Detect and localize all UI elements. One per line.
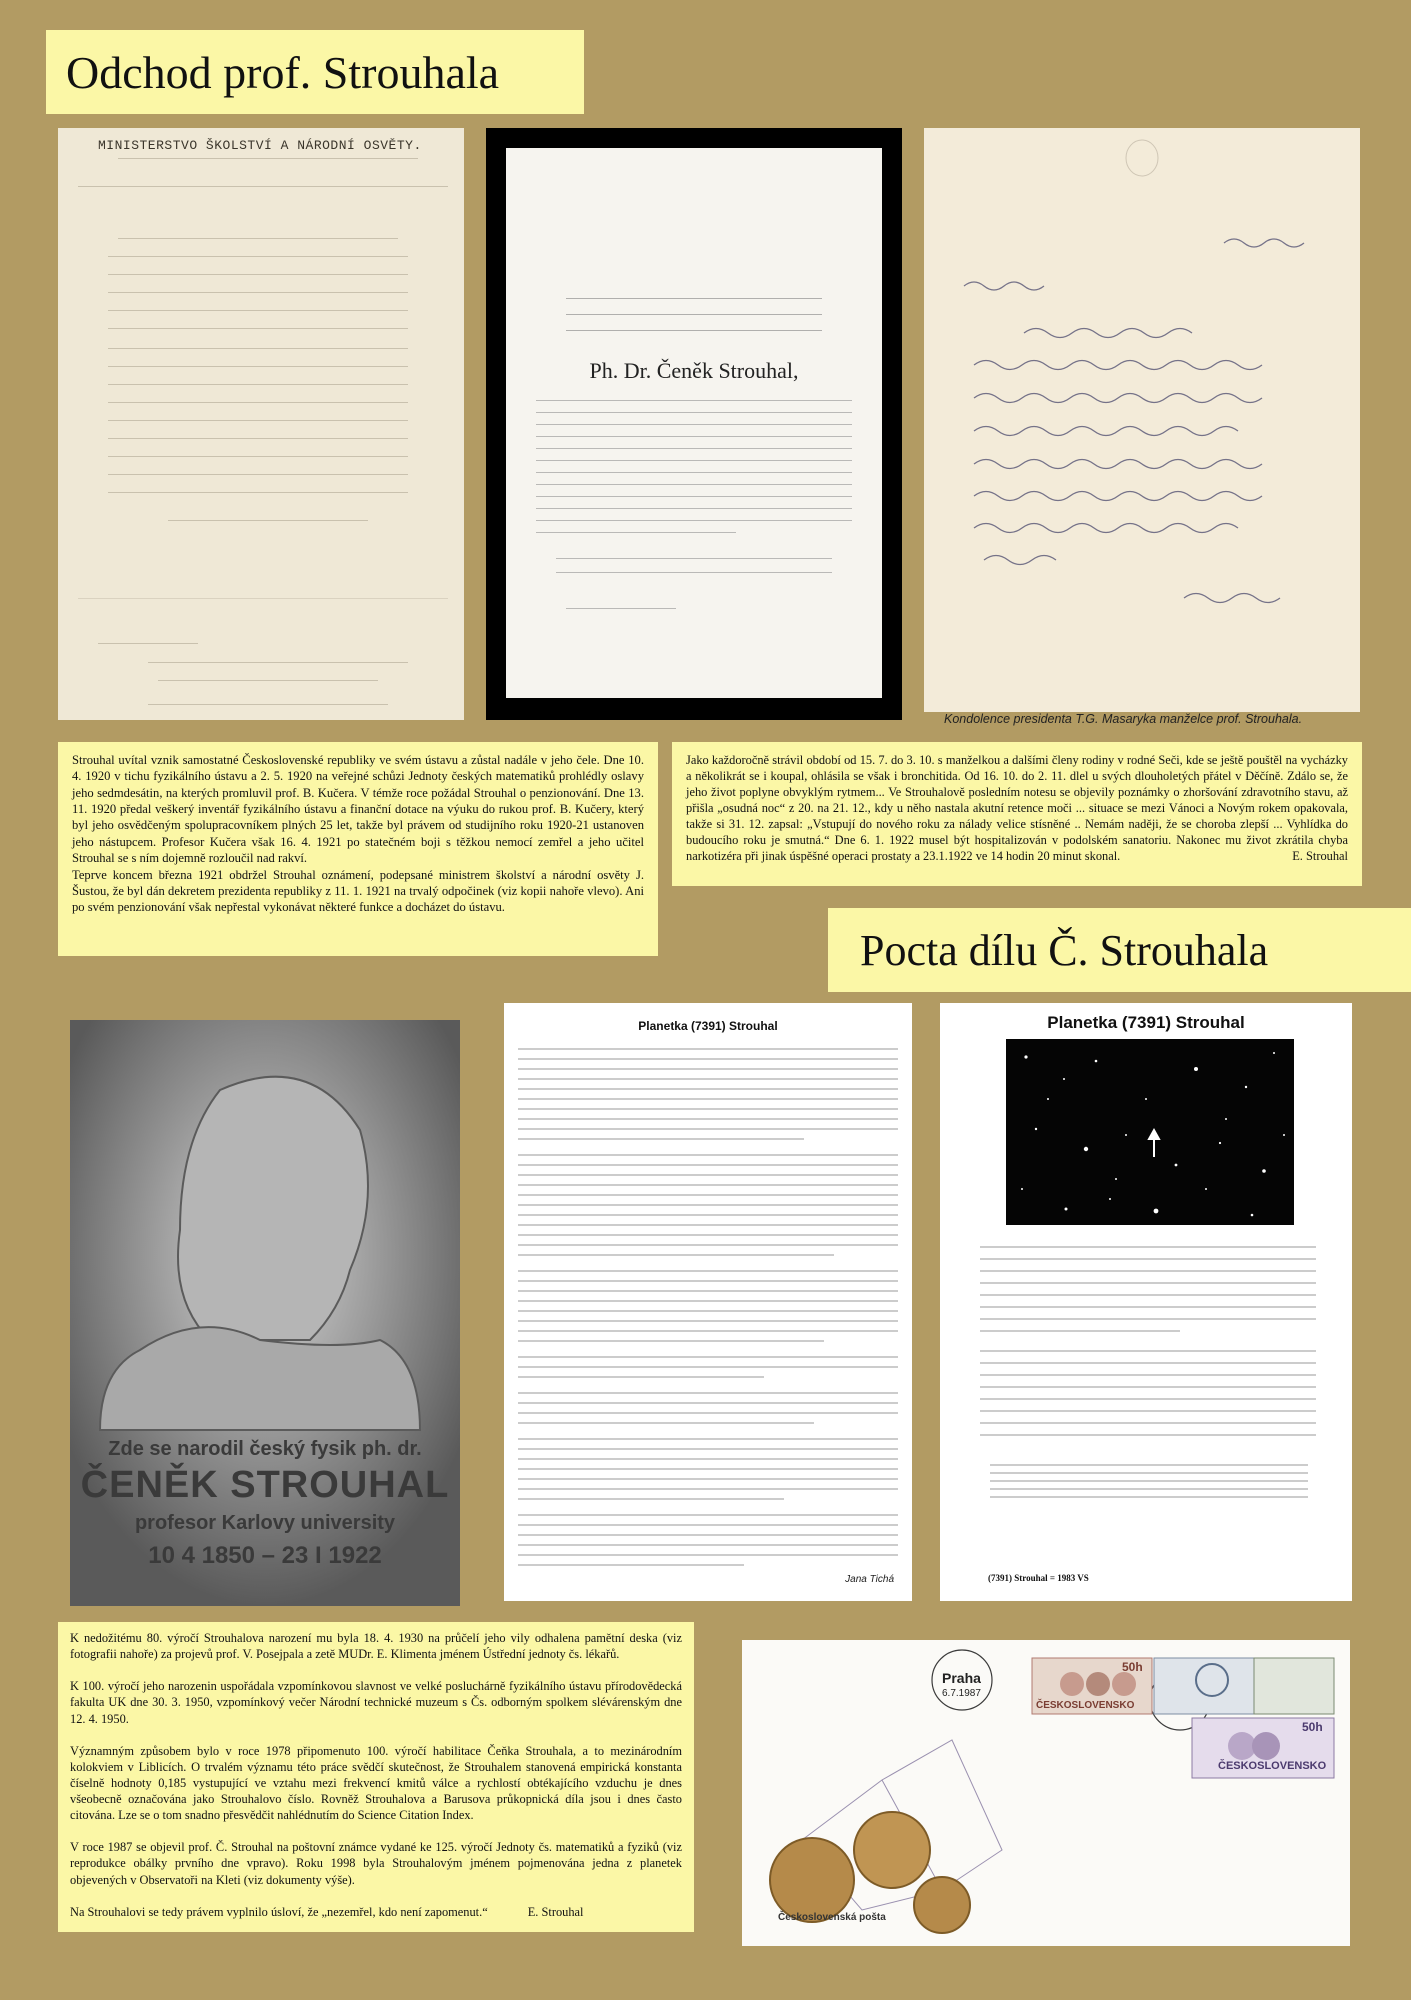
photo-document-title: Planetka (7391) Strouhal [1047, 1013, 1245, 1032]
envelope-art [742, 1640, 1350, 1946]
envelope-footer: Československá pošta [778, 1912, 886, 1923]
legacy-paragraph-1: K nedožitému 80. výročí Strouhalova narození mu byla 18. 4. 1930 na průčelí jeho vily odhalena pamětní deska (viz fotografii nahoře) za projevů prof. V. Posejpala a zetě MUDr. E. Klimenta jménem Ústřední jednoty čs. lékařů. [70, 1631, 682, 1662]
article-author: Jana Tichá [845, 1574, 894, 1585]
postmark-date: 6.7.1987 [942, 1688, 981, 1699]
stamp-value-2: 50h [1302, 1720, 1323, 1734]
masaryk-caption: Kondolence presidenta T.G. Masaryka manželce prof. Strouhala. [944, 712, 1303, 726]
asteroid-photo-document [940, 1003, 1352, 1601]
obituary-name: Ph. Dr. Čeněk Strouhal, [589, 358, 799, 383]
retirement-paragraph-2: Teprve koncem března 1921 obdržel Strouhal oznámení, podepsané ministrem školství a národní osvěty J. Šustou, že byl dán dekretem prezidenta republiky z 11. 1. 1921 na trvalý odpočinek (viz kopii nahoře vlevo). Ani po svém penzionování však nepřestal vykonávat některé funkce a docházet do ústavu. [72, 867, 644, 915]
section1-title: Odchod prof. Strouhala [66, 46, 500, 98]
letter-header: MINISTERSTVO ŠKOLSTVÍ A NÁRODNÍ OSVĚTY. [98, 138, 422, 153]
illness-paragraph: Jako každoročně strávil období od 15. 7. do 3. 10. s manželkou a dalšími členy rodiny v rodné Seči, kde se ještě pouštěl na vycházky a několikrát se i koupal, ohlásila se však i bronchitida. Od 16. 10. do 2. 11. dlel u svých dlouholetých přátel v Děčíně. Zdálo se, že jeho život poplyne obvyklým rytmem... Ve Strouhalově posledním notesu se objevily poznámky o zhoršování zdravotního stavu, až přišla „osudná noc“ z 20. na 21. 12., kdy u něho nastala akutní retence moči ... situace se mezi Vánoci a Novým rokem opakovala, takže si 31. 12. zapsal: „Vstupují do nového roku za nálady velice stísněné .. Nemám naději, že se choroba zlepší ... Vyhlídka do budoucího roku je smutná.“ Dne 6. 1. 1922 musel být hospitalizován v podolském sanatoriu. Nakonec mu život zkrátila chyba narkotizéra při jinak úspěšné operaci prostaty a 23.1.1922 ve 14 hodin 20 minut skonal. [686, 753, 1348, 863]
legacy-text-panel [58, 1622, 694, 1932]
handwriting-strokes [924, 128, 1360, 712]
plaque-line-4: 10 4 1850 – 23 I 1922 [148, 1542, 382, 1569]
retirement-text-panel [58, 742, 658, 956]
legacy-signature: E. Strouhal [527, 1904, 584, 1919]
illness-signature: E. Strouhal [1292, 849, 1348, 863]
retirement-paragraph-1: Strouhal uvítal vznik samostatné Československé republiky ve svém ústavu a zůstal nadále v jeho čele. Dne 10. 4. 1920 v tichu fyzikálního ústavu a 2. 5. 1920 na veřejné schůzi Jednoty českých matematiků prohlédly oslavy jeho sedmdesátin, na kterých promluvil prof. B. Kučera. V témže roce požádal Strouhal o penzionování. Dne 13. 11. 1920 předal veškerý inventář fyzikálního ústavu a finanční dotace na výuku do rukou prof. B. Kučery, který byl jeho osvědčeným spolupracovníkem plných 25 let, takže byl právem od studijního roku 1920-21 ustanoven jeho nástupcem. Profesor Kučera však 16. 4. 1921 po statečném boji s těžkou nemocí zemřel a jeho učitel Strouhal se s ním dojemně rozloučil nad rakví. [72, 753, 644, 866]
legacy-paragraph-3: Významným způsobem bylo v roce 1978 připomenuto 100. výročí habilitace Čeňka Strouhala, a to mezinárodním kolokviem v Liblicích. O trvalém významu této práce svědčí skutečnost, že Strouhalem stanovená empirická konstanta číselně hodnoty 0,185 vystupující ve vztahu mezi frekvencí kmitů válce a rychlostí obtékajícího vzduchu je dnes všeobecně označována jako Strouhalovo číslo. Rovněž Strouhalova a Barusova průkopnická díla jsou i dnes často citována. Lze se o tom snadno přesvědčit nahlédnutím do Science Citation Index. [70, 1743, 682, 1823]
ministry-letter-scan [58, 128, 464, 720]
first-day-cover [742, 1640, 1350, 1946]
asteroid-article [504, 1003, 912, 1601]
article-body-lines [504, 1039, 912, 1599]
stamp-country-1: ČESKOSLOVENSKO [1036, 1700, 1135, 1711]
star-field-image [1006, 1039, 1294, 1225]
stamp-value-1: 50h [1122, 1660, 1143, 1674]
legacy-paragraph-5: Na Strouhalovi se tedy právem vyplnilo úsloví, že „nezemřel, kdo není zapomenut.“ [70, 1904, 488, 1919]
photo-document-text-lines [940, 1239, 1352, 1569]
legacy-paragraph-4: V roce 1987 se objevil prof. Č. Strouhal na poštovní známce vydané ke 125. výročí Jednoty čs. matematiků a fyziků (viz reprodukce obálky prvního dne vpravo). Roku 1998 byla Strouhalovým jménem pojmenována jedna z planetek objevených v Observatoři na Kleti (viz dokumenty výše). [70, 1840, 682, 1887]
postmark-city: Praha [942, 1670, 981, 1686]
photo-document-designation-visible: (7391) Strouhal = 1983 VS [988, 1573, 1089, 1583]
plaque-line-3: profesor Karlovy university [134, 1512, 396, 1534]
illness-text-panel [672, 742, 1362, 886]
memorial-plaque-photo [70, 1020, 460, 1606]
section2-title: Pocta dílu Č. Strouhala [860, 925, 1269, 975]
section1-banner [46, 30, 584, 114]
stamp-country-2: ČESKOSLOVENSKO [1218, 1760, 1327, 1772]
obituary-notice-scan [486, 128, 902, 720]
masaryk-letter-scan [924, 128, 1360, 712]
legacy-paragraph-2: K 100. výročí jeho narozenin uspořádala vzpomínkovou slavnost ve velké posluchárně fyzikálního ústavu přírodovědecká fakulta UK dne 30. 3. 1950, vzpomínkový večer Národní technické muzeum s Čs. odborným spolkem slévárenským dne 12. 4. 1950. [70, 1679, 682, 1726]
section2-banner [828, 908, 1411, 992]
plaque-line-1: Zde se narodil český fysik ph. dr. [108, 1438, 422, 1460]
article-title: Planetka (7391) Strouhal [638, 1019, 778, 1033]
plaque-line-2: ČENĚK STROUHAL [80, 1464, 450, 1506]
